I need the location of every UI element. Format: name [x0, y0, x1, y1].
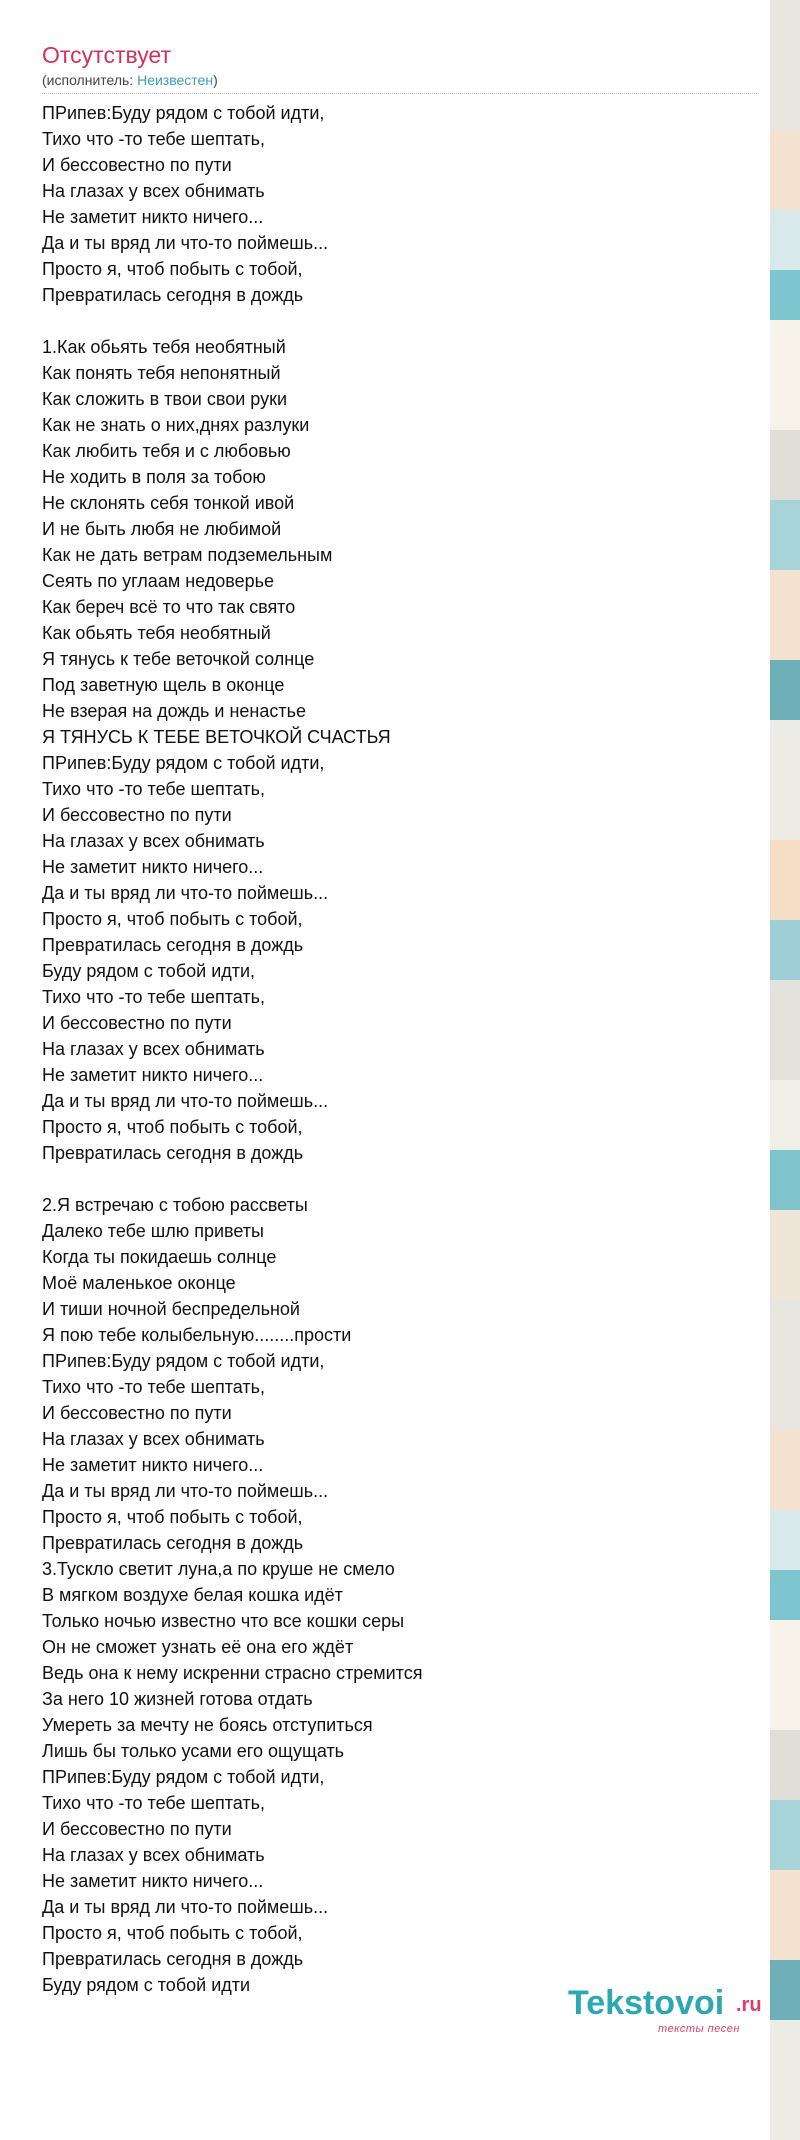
decorative-stripe	[770, 270, 800, 320]
decorative-stripe	[770, 1150, 800, 1210]
lyric-line: Как любить тебя и с любовью	[42, 441, 291, 461]
song-title: Отсутствует	[42, 42, 171, 68]
lyric-line: Ведь она к нему искренни страсно стремится	[42, 1663, 423, 1683]
decorative-stripe	[770, 210, 800, 270]
lyric-line: На глазах у всех обнимать	[42, 1429, 265, 1449]
lyric-line: Как понять тебя непонятный	[42, 363, 281, 383]
lyric-line	[42, 1166, 770, 1192]
lyric-line: Да и ты вряд ли что-то поймешь...	[42, 1897, 329, 1917]
lyrics-text	[42, 100, 770, 1998]
artist-line	[42, 71, 757, 94]
lyric-line: Как не знать о них,днях разлуки	[42, 415, 310, 435]
lyric-line: Просто я, чтоб побыть с тобой,	[42, 909, 303, 929]
logo-tagline: тексты песен	[658, 2023, 740, 2035]
lyric-line: На глазах у всех обнимать	[42, 831, 265, 851]
lyric-line: Буду рядом с тобой идти	[42, 1975, 251, 1995]
lyric-line: И бессовестно по пути	[42, 1819, 232, 1839]
lyric-line: Да и ты вряд ли что-то поймешь...	[42, 233, 329, 253]
decorative-stripe	[770, 1570, 800, 1620]
decorative-stripe	[770, 1730, 800, 1800]
artist-suffix: )	[213, 72, 218, 88]
lyric-line: ПРипев:Буду рядом с тобой идти,	[42, 1351, 325, 1371]
decorative-stripe	[770, 1210, 800, 1300]
lyric-line: ПРипев:Буду рядом с тобой идти,	[42, 753, 325, 773]
decorative-stripe	[770, 720, 800, 840]
decorative-stripe	[770, 1620, 800, 1730]
lyric-line: На глазах у всех обнимать	[42, 181, 265, 201]
lyric-line: Буду рядом с тобой идти,	[42, 961, 256, 981]
lyric-line: Превратилась сегодня в дождь	[42, 1949, 304, 1969]
lyric-line: Превратилась сегодня в дождь	[42, 935, 304, 955]
lyric-line: Я ТЯНУСЬ К ТЕБЕ ВЕТОЧКОЙ СЧАСТЬЯ	[42, 727, 391, 747]
lyric-line: Не склонять себя тонкой ивой	[42, 493, 295, 513]
lyric-line: Просто я, чтоб побыть с тобой,	[42, 1507, 303, 1527]
lyric-line: И бессовестно по пути	[42, 1013, 232, 1033]
lyric-line: На глазах у всех обнимать	[42, 1845, 265, 1865]
logo-name: Tekstovoi	[568, 1984, 725, 2022]
decorative-stripe	[770, 0, 800, 130]
lyric-line: И бессовестно по пути	[42, 805, 232, 825]
lyric-line: И не быть любя не любимой	[42, 519, 282, 539]
lyric-line: 1.Как обьять тебя необятный	[42, 337, 286, 357]
lyric-line: Я пою тебе колыбельную........прости	[42, 1325, 352, 1345]
decorative-stripe	[770, 320, 800, 430]
lyric-line: Моё маленькое оконце	[42, 1273, 236, 1293]
lyric-line: Просто я, чтоб побыть с тобой,	[42, 259, 303, 279]
lyric-line: Умереть за мечту не боясь отступиться	[42, 1715, 373, 1735]
lyric-line: Не взерая на дождь и ненастье	[42, 701, 306, 721]
lyric-line: 2.Я встречаю с тобою рассветы	[42, 1195, 308, 1215]
lyric-line	[42, 308, 770, 334]
decorative-stripe	[770, 660, 800, 720]
lyric-line: Не заметит никто ничего...	[42, 857, 264, 877]
lyric-line: Он не сможет узнать её она его ждёт	[42, 1637, 354, 1657]
lyric-line: Сеять по углаам недоверье	[42, 571, 275, 591]
lyric-line: Под заветную щель в оконце	[42, 675, 285, 695]
lyric-line: Тихо что -то тебе шептать,	[42, 987, 265, 1007]
decorative-stripe	[770, 1080, 800, 1150]
decorative-stripe	[770, 430, 800, 500]
decorative-stripe	[770, 500, 800, 570]
lyric-line: Тихо что -то тебе шептать,	[42, 1793, 265, 1813]
decorative-stripe	[770, 1800, 800, 1870]
lyric-line: Как сложить в твои свои руки	[42, 389, 288, 409]
lyric-line: ПРипев:Буду рядом с тобой идти,	[42, 103, 325, 123]
lyric-line: Не ходить в поля за тобою	[42, 467, 266, 487]
lyric-line: Превратилась сегодня в дождь	[42, 1533, 304, 1553]
lyric-line: И бессовестно по пути	[42, 1403, 232, 1423]
lyric-line: За него 10 жизней готова отдать	[42, 1689, 313, 1709]
lyric-line: Я тянусь к тебе веточкой солнце	[42, 649, 315, 669]
lyric-line: Когда ты покидаешь солнце	[42, 1247, 277, 1267]
lyric-line: ПРипев:Буду рядом с тобой идти,	[42, 1767, 325, 1787]
decorative-stripes	[770, 0, 800, 2054]
decorative-stripe	[770, 1870, 800, 1960]
lyric-line: На глазах у всех обнимать	[42, 1039, 265, 1059]
decorative-stripe	[770, 1430, 800, 1510]
lyric-line: И тиши ночной беспредельной	[42, 1299, 300, 1319]
lyric-line: Да и ты вряд ли что-то поймешь...	[42, 1091, 329, 1111]
lyric-line: Как обьять тебя необятный	[42, 623, 271, 643]
lyric-line: И бессовестно по пути	[42, 155, 232, 175]
decorative-stripe	[770, 570, 800, 660]
logo-tld: .ru	[736, 1994, 762, 2016]
lyric-line: Не заметит никто ничего...	[42, 1065, 264, 1085]
decorative-stripe	[770, 130, 800, 210]
decorative-stripe	[770, 980, 800, 1080]
lyric-line: Тихо что -то тебе шептать,	[42, 129, 265, 149]
lyric-line: Далеко тебе шлю приветы	[42, 1221, 264, 1241]
lyric-line: Превратилась сегодня в дождь	[42, 285, 304, 305]
decorative-stripe	[770, 1300, 800, 1430]
lyric-line: Превратилась сегодня в дождь	[42, 1143, 304, 1163]
artist-prefix: (исполнитель:	[42, 72, 138, 88]
decorative-stripe	[770, 1510, 800, 1570]
site-logo[interactable]	[568, 1983, 778, 2043]
lyric-line: Не заметит никто ничего...	[42, 207, 264, 227]
decorative-stripe	[770, 840, 800, 920]
lyric-line: Тихо что -то тебе шептать,	[42, 779, 265, 799]
lyric-line: В мягком воздухе белая кошка идёт	[42, 1585, 343, 1605]
lyric-line: Просто я, чтоб побыть с тобой,	[42, 1923, 303, 1943]
lyric-line: Как не дать ветрам подземельным	[42, 545, 333, 565]
lyric-line: Не заметит никто ничего...	[42, 1871, 264, 1891]
lyric-line: Как береч всё то что так свято	[42, 597, 296, 617]
artist-link[interactable]: Неизвестен	[137, 72, 214, 88]
lyric-line: Просто я, чтоб побыть с тобой,	[42, 1117, 303, 1137]
lyric-line: Не заметит никто ничего...	[42, 1455, 264, 1475]
lyric-line: Да и ты вряд ли что-то поймешь...	[42, 1481, 329, 1501]
decorative-stripe	[770, 920, 800, 980]
lyric-line: 3.Тускло светит луна,а по круше не смело	[42, 1559, 395, 1579]
lyric-line: Тихо что -то тебе шептать,	[42, 1377, 265, 1397]
lyric-line: Да и ты вряд ли что-то поймешь...	[42, 883, 329, 903]
lyric-line: Лишь бы только усами его ощущать	[42, 1741, 345, 1761]
lyric-line: Только ночью известно что все кошки серы	[42, 1611, 405, 1631]
